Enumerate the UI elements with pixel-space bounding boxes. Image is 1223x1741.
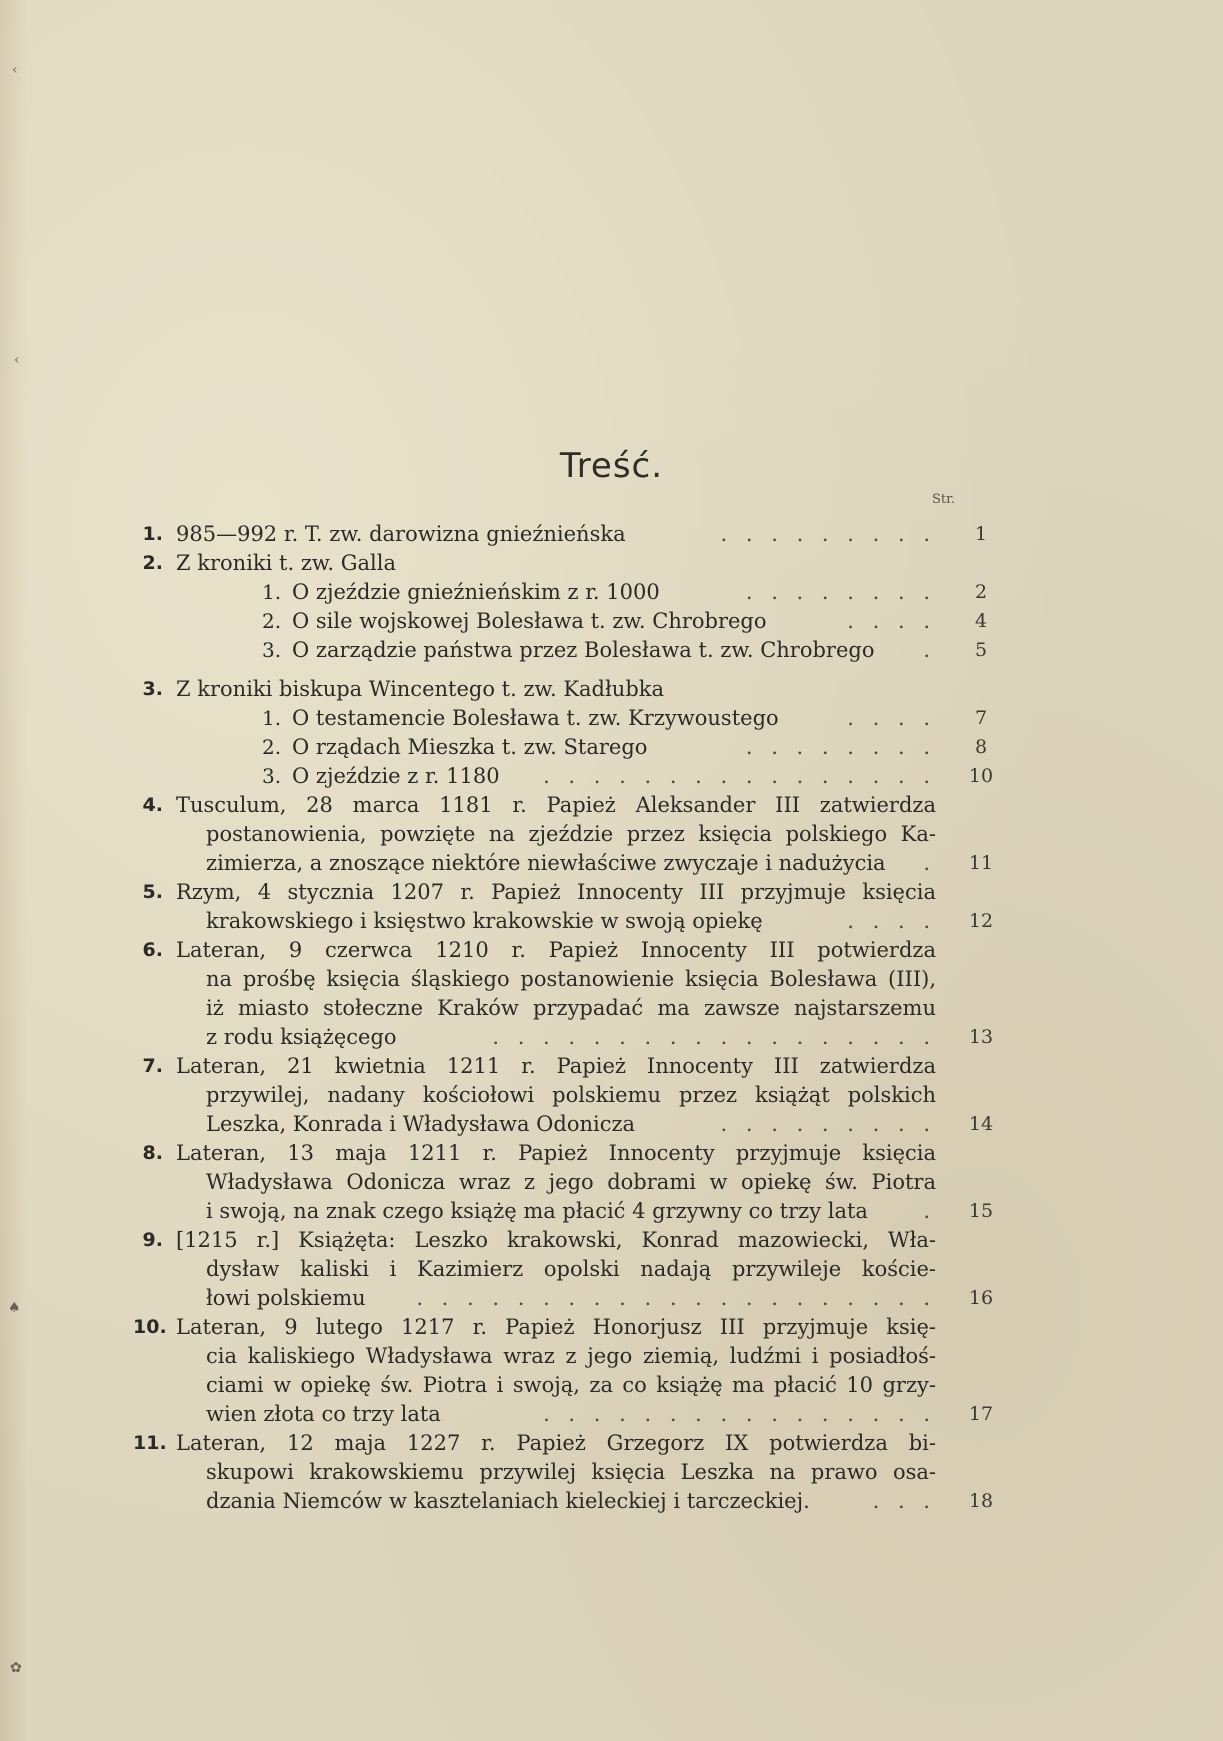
toc-entry-line xyxy=(0,1400,1223,1429)
entry-text: Leszka, Konrada i Władysława Odonicza xyxy=(206,1112,636,1136)
page-number: 1 xyxy=(974,523,988,545)
page-number: 18 xyxy=(968,1490,994,1512)
entry-number: 2. xyxy=(262,609,282,633)
leader-dots: . xyxy=(923,1199,936,1223)
leader-dots: . . . . . . . . . xyxy=(720,522,936,546)
margin-mark-icon: ♠ xyxy=(8,1300,21,1316)
entry-text: Władysława Odonicza wraz z jego dobrami w opiekę św. Piotra xyxy=(206,1170,936,1194)
toc-subentry-line xyxy=(0,762,1223,791)
entry-number: 1. xyxy=(142,523,163,545)
entry-text: Lateran, 9 czerwca 1210 r. Papież Innocenty III potwierdza xyxy=(176,938,936,962)
entry-text: z rodu książęcego xyxy=(206,1025,397,1049)
leader-dots: . . . . . . . . . . . . . . . . xyxy=(543,1402,936,1426)
leader-dots: . . . . xyxy=(847,609,936,633)
toc-subentry-line xyxy=(0,607,1223,636)
entry-number: 3. xyxy=(262,764,282,788)
entry-text: postanowienia, powzięte na zjeździe przez księcia polskiego Ka- xyxy=(206,822,936,846)
toc-entry-line xyxy=(0,1284,1223,1313)
leader-dots: . . . . xyxy=(847,706,936,730)
entry-text: Z kroniki biskupa Wincentego t. zw. Kadłubka xyxy=(176,677,665,701)
margin-mark-icon: ‹ xyxy=(14,352,20,368)
entry-number: 7. xyxy=(142,1055,163,1077)
page-number: 17 xyxy=(968,1403,994,1425)
entry-text: Lateran, 21 kwietnia 1211 r. Papież Innocenty III zatwierdza xyxy=(176,1054,936,1078)
entry-text: ciami w opiekę św. Piotra i swoją, za co książę ma płacić 10 grzy- xyxy=(206,1373,936,1397)
leader-dots: . . . . . . . . xyxy=(745,735,936,759)
entry-number: 4. xyxy=(142,794,163,816)
entry-text: O zarządzie państwa przez Bolesława t. zw. Chrobrego xyxy=(292,638,875,662)
toc-entry-line xyxy=(0,1110,1223,1139)
toc-entry-line xyxy=(0,1342,1223,1371)
margin-mark-icon: ✿ xyxy=(10,1660,22,1676)
entry-text: Rzym, 4 stycznia 1207 r. Papież Innocenty III przyjmuje księcia xyxy=(176,880,936,904)
leader-dots: . . . . . . . . xyxy=(745,580,936,604)
entry-number: 11. xyxy=(133,1432,167,1454)
leader-dots: . . . . . . . . . . . . . . . . xyxy=(543,764,936,788)
margin-mark-icon: ‹ xyxy=(12,62,18,78)
entry-text: zimierza, a znoszące niektóre niewłaściwe zwyczaje i nadużycia xyxy=(206,851,886,875)
entry-text: krakowskiego i księstwo krakowskie w swoją opiekę xyxy=(206,909,763,933)
page-number: 10 xyxy=(968,765,994,787)
page-number: 14 xyxy=(968,1113,994,1135)
toc-entry-line xyxy=(0,1139,1223,1168)
toc-entry-line xyxy=(0,520,1223,549)
toc-entry-line xyxy=(0,849,1223,878)
entry-text: przywilej, nadany kościołowi polskiemu przez książąt polskich xyxy=(206,1083,936,1107)
page-number: 2 xyxy=(974,581,988,603)
leader-dots: . . . . . . . . . . . . . . . . . . . . . xyxy=(416,1286,936,1310)
entry-text: O rządach Mieszka t. zw. Starego xyxy=(292,735,648,759)
toc-entry-line xyxy=(0,1168,1223,1197)
entry-text: wien złota co trzy lata xyxy=(206,1402,441,1426)
toc-subentry-line xyxy=(0,578,1223,607)
toc-entry-line xyxy=(0,1458,1223,1487)
toc-entry-line xyxy=(0,1081,1223,1110)
toc-entry-line xyxy=(0,1226,1223,1255)
entry-number: 3. xyxy=(262,638,282,662)
entry-text: Tusculum, 28 marca 1181 r. Papież Aleksander III zatwierdza xyxy=(176,793,936,817)
toc-entry-line xyxy=(0,1371,1223,1400)
entry-text: na prośbę księcia śląskiego postanowienie księcia Bolesława (III), xyxy=(206,967,936,991)
toc-entry-line xyxy=(0,1023,1223,1052)
entry-text: O sile wojskowej Bolesława t. zw. Chrobrego xyxy=(292,609,767,633)
toc-entry-line xyxy=(0,965,1223,994)
entry-text: O zjeździe gnieźnieńskim z r. 1000 xyxy=(292,580,660,604)
entry-number: 1. xyxy=(262,580,282,604)
entry-text: cia kaliskiego Władysława wraz z jego ziemią, ludźmi i posiadłoś- xyxy=(206,1344,936,1368)
page-number: 13 xyxy=(968,1026,994,1048)
toc-entry-line xyxy=(0,1313,1223,1342)
page-number: 16 xyxy=(968,1287,994,1309)
leader-dots: . . . . . . . . . . . . . . . . . . xyxy=(492,1025,936,1049)
page-number: 11 xyxy=(968,852,994,874)
leader-dots: . . . . xyxy=(847,909,936,933)
page-number: 4 xyxy=(974,610,988,632)
toc-entry-line xyxy=(0,1052,1223,1081)
entry-text: 985—992 r. T. zw. darowizna gnieźnieńska xyxy=(176,522,626,546)
entry-text: Lateran, 12 maja 1227 r. Papież Grzegorz IX potwierdza bi- xyxy=(176,1431,936,1455)
toc-entry-line xyxy=(0,1197,1223,1226)
entry-text: Lateran, 9 lutego 1217 r. Papież Honorjusz III przyjmuje księ- xyxy=(176,1315,936,1339)
entry-number: 2. xyxy=(142,552,163,574)
entry-text: iż miasto stołeczne Kraków przypadać ma zawsze najstarszemu xyxy=(206,996,936,1020)
page-number: 5 xyxy=(974,639,988,661)
entry-number: 10. xyxy=(133,1316,167,1338)
toc-subentry-line xyxy=(0,733,1223,762)
entry-text: [1215 r.] Książęta: Leszko krakowski, Konrad mazowiecki, Wła- xyxy=(176,1228,936,1252)
entry-number: 9. xyxy=(142,1229,163,1251)
toc-entry-line xyxy=(0,936,1223,965)
entry-number: 2. xyxy=(262,735,282,759)
entry-text: skupowi krakowskiemu przywilej księcia Leszka na prawo osa- xyxy=(206,1460,936,1484)
entry-text: Z kroniki t. zw. Galla xyxy=(176,551,396,575)
toc-entry-line xyxy=(0,791,1223,820)
toc-entry-line xyxy=(0,907,1223,936)
page-number: 15 xyxy=(968,1200,994,1222)
entry-number: 3. xyxy=(142,678,163,700)
toc-entry-line xyxy=(0,675,1223,704)
toc-entry-line xyxy=(0,1255,1223,1284)
leader-dots: . . . . . . . . . xyxy=(720,1112,936,1136)
entry-text: łowi polskiemu xyxy=(206,1286,366,1310)
page-title: Treść. xyxy=(559,446,664,486)
entry-text: Lateran, 13 maja 1211 r. Papież Innocenty przyjmuje księcia xyxy=(176,1141,936,1165)
leader-dots: . . . xyxy=(872,1489,936,1513)
toc-entry-line xyxy=(0,994,1223,1023)
entry-text: dzania Niemców w kasztelaniach kieleckiej i tarczeckiej. xyxy=(206,1489,810,1513)
entry-number: 6. xyxy=(142,939,163,961)
toc-entry-line xyxy=(0,549,1223,578)
toc-entry-line xyxy=(0,820,1223,849)
toc-subentry-line xyxy=(0,704,1223,733)
entry-text: i swoją, na znak czego książę ma płacić 4 grzywny co trzy lata xyxy=(206,1199,868,1223)
toc-subentry-line xyxy=(0,636,1223,665)
entry-text: dysław kaliski i Kazimierz opolski nadają przywileje koście- xyxy=(206,1257,936,1281)
entry-text: O testamencie Bolesława t. zw. Krzywoustego xyxy=(292,706,779,730)
entry-number: 1. xyxy=(262,706,282,730)
entry-number: 5. xyxy=(142,881,163,903)
toc-entry-line xyxy=(0,878,1223,907)
leader-dots: . xyxy=(923,638,936,662)
page-number: 8 xyxy=(974,736,988,758)
page-number: 12 xyxy=(968,910,994,932)
entry-number: 8. xyxy=(142,1142,163,1164)
page-column-label: Str. xyxy=(932,492,956,507)
toc-entry-line xyxy=(0,1429,1223,1458)
page-number: 7 xyxy=(974,707,988,729)
leader-dots: . xyxy=(923,851,936,875)
toc-entry-line xyxy=(0,1487,1223,1516)
entry-text: O zjeździe z r. 1180 xyxy=(292,764,500,788)
